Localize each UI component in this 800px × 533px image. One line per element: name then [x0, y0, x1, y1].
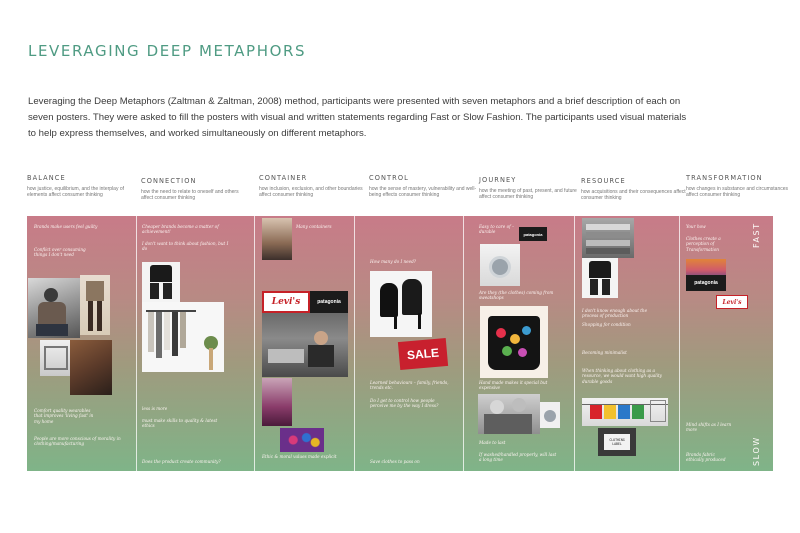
photo-collage [70, 340, 112, 395]
column-transformation [686, 174, 794, 199]
column-title: CONTROL [369, 174, 409, 182]
poster-note: Becoming minimalist [582, 350, 627, 355]
patagonia-logo [310, 291, 348, 313]
poster-note: Ethic & moral values made explicit [262, 454, 337, 459]
photo-laundry-line [582, 398, 668, 426]
column-title: CONTAINER [259, 174, 308, 182]
column-title: CONNECTION [141, 177, 197, 185]
column-container [259, 174, 367, 199]
photo-model [262, 218, 292, 260]
photo-black-outfit-2 [582, 258, 618, 298]
intro-paragraph: Leveraging the Deep Metaphors (Zaltman & Zaltman, 2008) method, participants were presented with seven metaphors and a brief description of each on seven posters. They were asked to fill the posters with visual and written statements regarding Fast or Slow Fashion. The participants used visual materials to help express themselves, and worked simultaneously on different metaphors. [28, 96, 687, 139]
poster-note: Your how [686, 224, 706, 229]
slow-label: SLOW [752, 436, 761, 466]
photo-embroidered-bag [480, 306, 548, 378]
poster-note: Save clothes to pass on [370, 459, 420, 464]
photo-sewing-factory [262, 313, 348, 377]
photo-black-heels [370, 271, 432, 337]
poster-divider [574, 216, 575, 471]
poster-note: If washed/handled properly, will last a long time [479, 452, 557, 463]
poster-note: Brands fabric ethically produced [686, 452, 726, 463]
column-description: how acquisitions and their consequences affect consumer thinking [581, 189, 686, 202]
poster-note: Hand made makes it special but expensive [479, 380, 548, 391]
levis-logo-small [716, 295, 748, 309]
poster-note: Easy to care of – durable [479, 224, 515, 235]
column-resource [581, 177, 689, 202]
poster-note: Many containers [296, 224, 332, 229]
column-control [369, 174, 477, 199]
poster-note: I don't want to think about fashion, but I do [142, 241, 229, 252]
photo-legs [80, 275, 110, 335]
column-description: how inclusion, exclusion, and other boundaries affect consumer thinking [259, 186, 363, 199]
patagonia-logo-text: patagonia [317, 299, 341, 305]
poster-note: Cheaper brands become a matter of achievement! [142, 224, 219, 235]
levis-logo-text: Levi's [271, 297, 301, 307]
column-description: how justice, equilibrium, and the interplay of elements affect consumer thinking [27, 186, 124, 199]
page-title: LEVERAGING DEEP METAPHORS [28, 42, 307, 60]
column-title: RESOURCE [581, 177, 626, 185]
poster-note: Mind shifts as I learn more [686, 422, 732, 433]
poster-note: Do I get to control how people perceive me by the way I dress? [370, 398, 439, 409]
patagonia-logo-small [519, 227, 547, 241]
poster-divider [254, 216, 255, 471]
patagonia-logo-text: patagonia [523, 231, 543, 237]
column-title: BALANCE [27, 174, 66, 182]
levis-logo [262, 291, 310, 313]
column-description: how the meeting of past, present, and future affect consumer thinking [479, 188, 577, 201]
poster-note: Shopping for condition [582, 322, 631, 327]
sale-tag: SALE [398, 338, 448, 370]
photo-colorful-fabric [280, 428, 324, 452]
column-journey [479, 176, 587, 201]
photo-fabric-stack [582, 218, 634, 258]
column-description: how the sense of mastery, vulnerability and well-being effects consumer thinking [369, 186, 477, 199]
poster-divider [136, 216, 137, 471]
poster-note: Does the product create community? [142, 459, 221, 464]
patagonia-logo-text: patagonia [694, 280, 718, 286]
clothing-label-text: CLOTHING LABEL [609, 438, 625, 446]
poster-divider [463, 216, 464, 471]
poster-note: How many do I need? [370, 259, 417, 264]
column-connection [141, 177, 249, 202]
column-description: how the need to relate to oneself and others affect consumer thinking [141, 189, 239, 202]
photo-washing-rack [40, 340, 72, 376]
photo-black-outfit [142, 262, 180, 302]
poster-divider [679, 216, 680, 471]
photo-washer-small [540, 402, 560, 428]
column-description: how changes in substance and circumstances affect consumer thinking [686, 186, 789, 199]
photo-elderly-couple [478, 394, 540, 434]
poster-note: I don't know enough about the process of production [582, 308, 648, 319]
poster-note: People are more conscious of morality in clothing/manufacturing [34, 436, 121, 447]
levis-logo-text: Levi's [722, 298, 742, 306]
poster-note: Are they (the clothes) coming from sweatshops [479, 290, 554, 301]
column-balance [27, 174, 135, 199]
poster-note: Conflict over consuming things I don't need [34, 247, 86, 258]
fast-label: FAST [752, 222, 761, 248]
poster-note: must make skills to quality & latest ethics [142, 418, 218, 429]
photo-washing-machine [480, 244, 520, 286]
poster-note: Clothes create a perception of Transformation [686, 236, 721, 252]
poster-note: Learned behaviours – family, friends, trends etc. [370, 380, 449, 391]
photo-dress [262, 378, 292, 426]
patagonia-logo-large [686, 276, 726, 290]
photo-clothing-rack [142, 302, 224, 372]
column-title: TRANSFORMATION [686, 174, 763, 182]
poster-note: When thinking about clothing as a resource, we would want high quality durable goods [582, 368, 663, 384]
poster-note: Made to last [479, 440, 506, 445]
poster-divider [354, 216, 355, 471]
poster-note: Brands make users feel guilty [34, 224, 98, 229]
column-title: JOURNEY [479, 176, 517, 184]
poster-note: less is more [142, 406, 168, 411]
poster-note: Comfort quality wearables that improves 'living fast' in my home [34, 408, 94, 424]
photo-street-man [28, 278, 80, 338]
photo-clothing-label [598, 428, 636, 456]
